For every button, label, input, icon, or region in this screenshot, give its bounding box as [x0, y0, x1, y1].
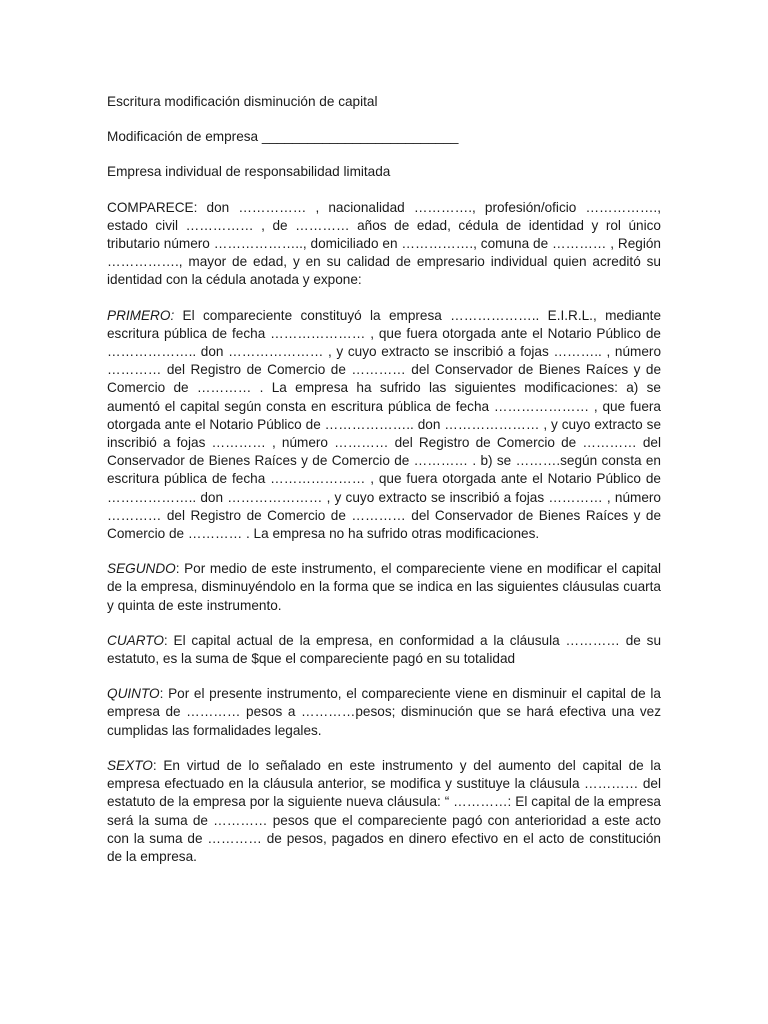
clause-cuarto-heading: CUARTO: [107, 632, 164, 648]
clause-primero-heading: PRIMERO:: [107, 307, 175, 323]
clause-primero-text: El compareciente constituyó la empresa ……………….. E.I.R.L., mediante escritura pública de fecha ………………… , que fuera otorgada ante el Notario Público de ……………….. don ………………… , y cuyo extracto se inscribió a fojas ……….. , número ………… del Registro de Comercio de ………… del Conservador de Bienes Raíces y de Comercio de ………… . La empresa ha sufrido las siguientes modificaciones: a) se aumentó el capital según consta en escritura pública de fecha ………………… , que fuera otorgada ante el Notario Público de ……………….. don ………………… , y cuyo extracto se inscribió a fojas ………… , número ………… del Registro de Comercio de ………… del Conservador de Bienes Raíces y de Comercio de ………… . b) se ……….según consta en escritura pública de fecha ………………… , que fuera otorgada ante el Notario Público de ……………….. don ………………… , y cuyo extracto se inscribió a fojas ………… , número ………… del Registro de Comercio de ………… del Conservador de Bienes Raíces y de Comercio de ………… . La empresa no ha sufrido otras modificaciones.: [107, 307, 661, 542]
comparece-paragraph: COMPARECE: don …………… , nacionalidad …………., profesión/oficio ……………., estado civil …………… , de ………… años de edad, cédula de identidad y rol único tributario número ……………….., domiciliado en ……………., comuna de ………… , Región ……………., mayor de edad, y en su calidad de empresario individual quien acreditó su identidad con la cédula anotada y expone:: [107, 199, 661, 288]
clause-cuarto-text: : El capital actual de la empresa, en conformidad a la cláusula ………… de su estatuto, es la suma de $que el compareciente pagó en su totalidad: [107, 632, 661, 667]
clause-segundo-text: : Por medio de este instrumento, el compareciente viene en modificar el capital de la empresa, disminuyéndolo en la forma que se indica en las siguientes cláusulas cuarta y quinta de este instrumento.: [107, 561, 661, 613]
clause-sexto: [107, 757, 661, 866]
clause-sexto-text: : En virtud de lo señalado en este instrumento y del aumento del capital de la empresa efectuado en la cláusula anterior, se modifica y sustituye la cláusula ………… del estatuto de la empresa por la siguiente nueva cláusula: “ …………: El capital de la empresa será la suma de ………… pesos que el compareciente pagó con anterioridad a este acto con la suma de ………… de pesos, pagados en dinero efectivo en el acto de constitución de la empresa.: [107, 757, 661, 864]
clause-cuarto: [107, 632, 661, 668]
document-title: Escritura modificación disminución de capital: [107, 94, 378, 109]
document-body: [107, 93, 661, 866]
company-type-line: Empresa individual de responsabilidad limitada: [107, 164, 391, 180]
clause-segundo-heading: SEGUNDO: [107, 561, 176, 577]
clause-quinto-text: : Por el presente instrumento, el compareciente viene en disminuir el capital de la empresa de ………… pesos a …………pesos; disminución que se hará efectiva una vez cumplidas las formalidades legales.: [107, 686, 661, 738]
clause-quinto-heading: QUINTO: [107, 686, 160, 702]
company-modification-line: Modificación de empresa __________________________: [107, 129, 459, 145]
clause-quinto: [107, 685, 661, 740]
clause-segundo: [107, 560, 661, 615]
clause-sexto-heading: SEXTO: [107, 757, 153, 773]
clause-primero: [107, 307, 661, 544]
